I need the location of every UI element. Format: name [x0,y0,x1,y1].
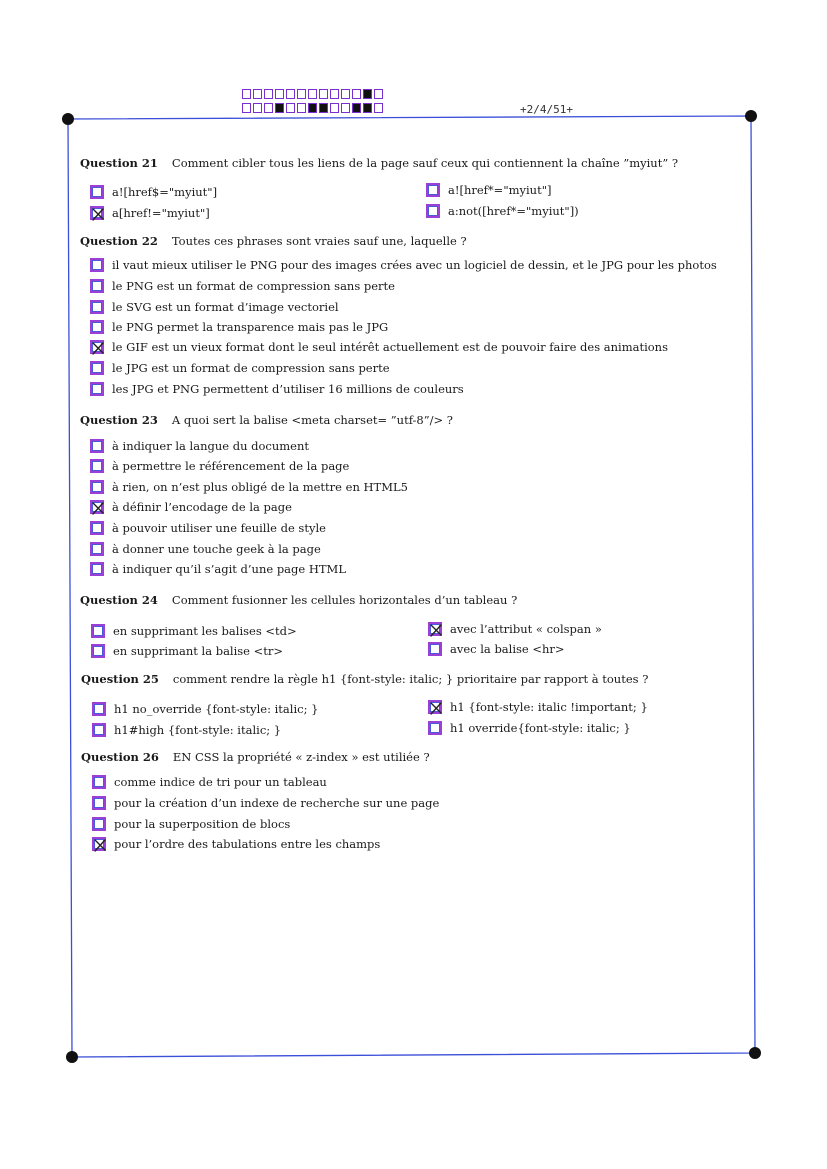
barcode-cell [275,89,284,99]
barcode-cell [275,103,284,113]
barcode-cell [308,103,317,113]
checkbox[interactable] [92,702,106,716]
answer-label: à permettre le référencement de la page [112,459,350,473]
checkbox[interactable] [428,622,442,636]
check-cross-icon [90,206,106,222]
answer-label: comme indice de tri pour un tableau [114,775,327,789]
answer-label: le PNG permet la transparence mais pas le JPG [112,320,389,334]
checkbox[interactable] [426,204,440,218]
question-23 [80,413,453,427]
answer-option[interactable] [92,816,290,832]
checkbox[interactable] [90,521,104,535]
checkbox[interactable] [90,382,104,396]
barcode-cell [319,89,328,99]
barcode-cell [363,89,372,99]
barcode-cell [242,103,251,113]
barcode-cell [297,103,306,113]
checkbox[interactable] [92,723,106,737]
question-21 [80,156,678,170]
question-text: Toutes ces phrases sont vraies sauf une, laquelle ? [171,234,467,248]
answer-option[interactable] [91,623,297,639]
check-cross-icon [428,622,444,638]
answer-label: h1 no_override {font-style: italic; } [114,702,319,716]
answer-label: le JPG est un format de compression sans perte [112,361,390,375]
answer-label: le GIF est un vieux format dont le seul intérêt actuellement est de pouvoir faire des animations [112,340,668,354]
checkbox[interactable] [426,183,440,197]
question-25 [81,672,648,686]
question-text: EN CSS la propriété « z-index » est utiliée ? [172,750,430,764]
question-24 [80,593,517,607]
question-number: Question 24 [80,593,158,607]
answer-option[interactable] [92,795,439,811]
barcode-cell [264,89,273,99]
answer-label: à pouvoir utiliser une feuille de style [112,521,326,535]
question-number: Question 23 [80,413,158,427]
question-number: Question 22 [80,234,158,248]
answer-label: a:not([href*="myiut"]) [448,204,579,218]
checkbox[interactable] [92,817,106,831]
checkbox[interactable] [90,320,104,334]
answer-option[interactable] [90,205,210,221]
answer-option[interactable] [90,520,326,536]
answer-label: il vaut mieux utiliser le PNG pour des images crées avec un logiciel de dessin, et le JPG pour les photos [112,258,717,272]
answer-label: à indiquer qu’il s’agit d’une page HTML [112,562,346,576]
checkbox[interactable] [90,300,104,314]
checkbox[interactable] [90,206,104,220]
barcode-row-1 [242,89,392,101]
question-text: comment rendre la règle h1 {font-style: italic; } prioritaire par rapport à toutes ? [172,672,649,686]
answer-option[interactable] [90,438,309,454]
check-cross-icon [92,837,108,853]
answer-option[interactable] [428,641,565,657]
answer-option[interactable] [90,561,346,577]
answer-label: a![href$="myiut"] [112,185,218,199]
answer-option[interactable] [90,299,339,315]
answer-option[interactable] [90,458,349,474]
answer-option[interactable] [90,319,388,335]
barcode-cell [352,103,361,113]
barcode-cell [297,89,306,99]
barcode-cell [374,103,383,113]
barcode-cell [286,89,295,99]
question-number: Question 26 [81,750,159,764]
question-text: Comment fusionner les cellules horizontales d’un tableau ? [171,593,518,607]
checkbox[interactable] [91,624,105,638]
check-cross-icon [90,340,106,356]
barcode-row-2 [242,103,392,115]
corner-marker-top-right [745,110,757,122]
answer-label: le PNG est un format de compression sans perte [112,279,395,293]
answer-option[interactable] [428,720,631,736]
answer-label: les JPG et PNG permettent d’utiliser 16 millions de couleurs [112,382,464,396]
answer-label: à définir l’encodage de la page [112,500,292,514]
barcode-cell [341,103,350,113]
question-22 [80,234,467,248]
barcode-cell [242,89,251,99]
barcode-cell [286,103,295,113]
checkbox[interactable] [90,562,104,576]
answer-option[interactable] [92,701,318,717]
checkbox[interactable] [90,480,104,494]
answer-label: h1#high {font-style: italic; } [114,723,282,737]
answer-label: pour la superposition de blocs [114,817,291,831]
check-cross-icon [428,700,444,716]
barcode-cell [253,89,262,99]
barcode-cell [374,89,383,99]
answer-label: avec l’attribut « colspan » [450,622,602,636]
answer-option[interactable] [90,479,408,495]
barcode-cell [253,103,262,113]
question-number: Question 21 [80,156,158,170]
answer-label: a[href!="myiut"] [112,206,210,220]
barcode-cell [341,89,350,99]
answer-label: à donner une touche geek à la page [112,542,321,556]
checkbox[interactable] [90,542,104,556]
answer-option[interactable] [428,621,602,637]
answer-option[interactable] [90,339,668,355]
checkbox[interactable] [90,361,104,375]
answer-option[interactable] [90,499,292,515]
answer-option[interactable] [91,643,283,659]
barcode-cell [363,103,372,113]
answer-option[interactable] [92,774,327,790]
answer-option[interactable] [90,184,217,200]
checkbox[interactable] [92,796,106,810]
answer-option[interactable] [428,699,648,715]
checkbox[interactable] [91,644,105,658]
answer-label: pour l’ordre des tabulations entre les champs [114,837,381,851]
barcode-cell [264,103,273,113]
barcode-cell [319,103,328,113]
barcode-cell [330,89,339,99]
checkbox[interactable] [90,185,104,199]
question-text: A quoi sert la balise <meta charset= ”utf-8”/> ? [171,413,453,427]
checkbox[interactable] [90,439,104,453]
answer-option[interactable] [90,381,464,397]
checkbox[interactable] [92,775,106,789]
answer-label: avec la balise <hr> [450,642,565,656]
checkbox[interactable] [90,340,104,354]
answer-label: h1 override{font-style: italic; } [450,721,631,735]
question-text: Comment cibler tous les liens de la page sauf ceux qui contiennent la chaîne ”myiut” ? [171,156,679,170]
checkbox[interactable] [428,721,442,735]
answer-option[interactable] [90,257,717,273]
answer-option[interactable] [92,722,281,738]
page-id: +2/4/51+ [520,103,573,116]
barcode-cell [308,89,317,99]
answer-label: le SVG est un format d’image vectoriel [112,300,339,314]
barcode-cell [352,89,361,99]
answer-option[interactable] [90,360,390,376]
checkbox[interactable] [428,642,442,656]
checkbox[interactable] [90,500,104,514]
checkbox[interactable] [90,459,104,473]
answer-label: a![href*="myiut"] [448,183,552,197]
barcode-cell [330,103,339,113]
question-number: Question 25 [81,672,159,686]
answer-label: en supprimant la balise <tr> [113,644,284,658]
corner-marker-bottom-right [749,1047,761,1059]
answer-option[interactable] [90,278,395,294]
answer-option[interactable] [426,182,552,198]
answer-label: en supprimant les balises <td> [113,624,297,638]
question-26 [81,750,430,764]
answer-option[interactable] [426,203,579,219]
answer-label: à rien, on n’est plus obligé de la mettre en HTML5 [112,480,408,494]
checkbox[interactable] [90,279,104,293]
answer-option[interactable] [92,836,380,852]
checkbox[interactable] [92,837,106,851]
check-cross-icon [90,500,106,516]
answer-label: à indiquer la langue du document [112,439,310,453]
checkbox[interactable] [428,700,442,714]
corner-marker-top-left [62,113,74,125]
corner-marker-bottom-left [66,1051,78,1063]
answer-label: h1 {font-style: italic !important; } [450,700,648,714]
answer-label: pour la création d’un indexe de recherche sur une page [114,796,440,810]
checkbox[interactable] [90,258,104,272]
answer-option[interactable] [90,541,321,557]
